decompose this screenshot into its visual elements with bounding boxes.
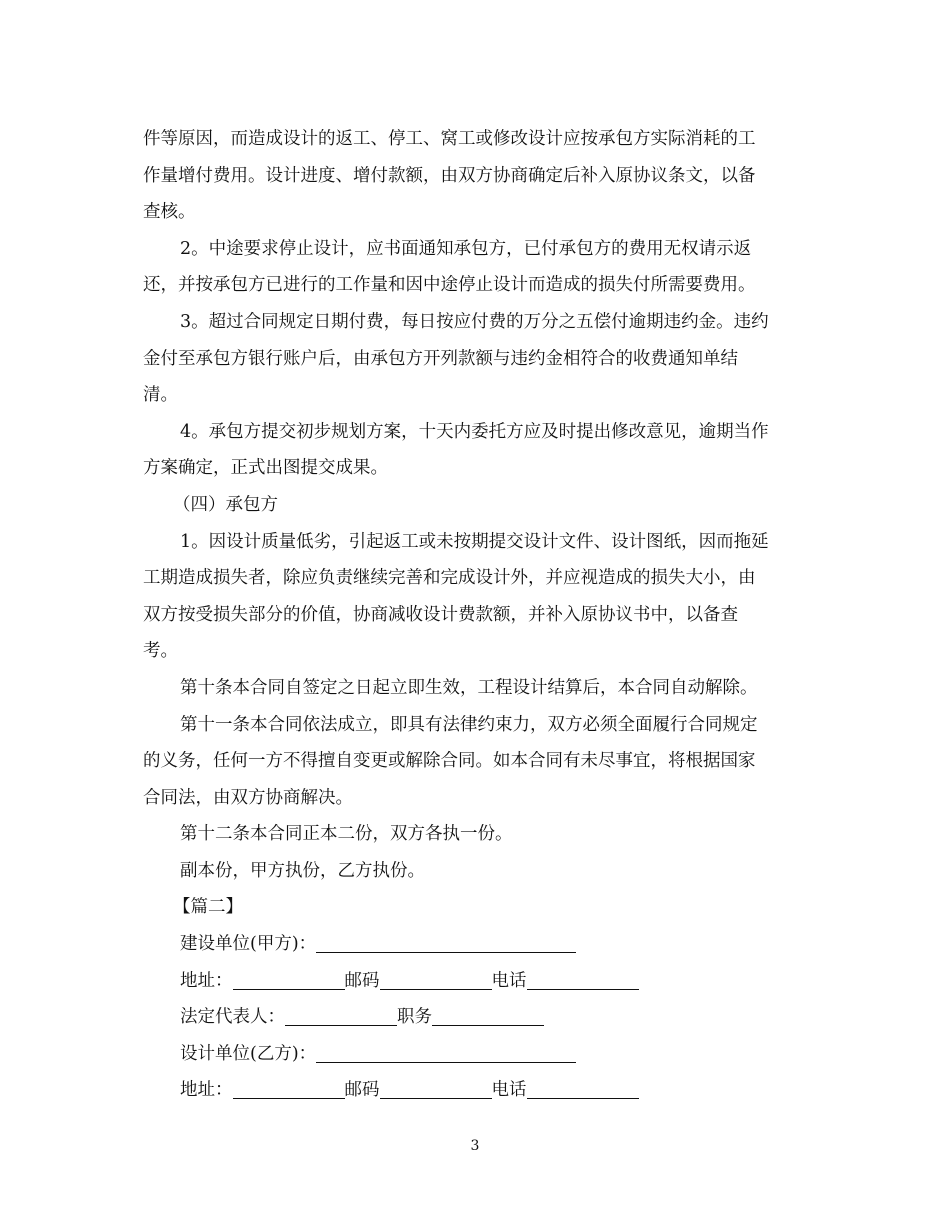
contractor-clause-1-line: 考。 [143,641,178,662]
position-blank [432,1005,544,1026]
address-label: 地址： [180,1080,233,1101]
article-11-line: 第十一条本合同依法成立，即具有法律约束力，双方必须全面履行合同规定 [180,714,758,735]
copies-line: 副本份，甲方执份，乙方执份。 [180,860,425,881]
clause-4-line: 4。承包方提交初步规划方案，十天内委托方应及时提出修改意见，逾期当作 [180,421,769,442]
postcode-blank [380,969,492,990]
party-a-address-field [143,963,810,1000]
postcode-label: 邮码 [344,970,380,991]
postcode-blank [380,1078,492,1099]
paragraph-line: 作量增付费用。设计进度、增付款额，由双方协商确定后补入原协议条文，以备 [143,165,756,186]
clause-2-line: 还，并按承包方已进行的工作量和因中途停止设计而造成的损失付所需要费用。 [143,275,756,296]
paragraph-line: 件等原因，而造成设计的返工、停工、窝工或修改设计应按承包方实际消耗的工 [143,129,756,149]
paragraph-line: 查核。 [143,202,196,223]
clause-3-line: 清。 [143,385,178,406]
phone-blank [527,1078,639,1099]
clause-2-line: 2。中途要求停止设计，应书面通知承包方，已付承包方的费用无权请示返 [180,238,752,259]
clause-4-line: 方案确定，正式出图提交成果。 [143,458,388,479]
document-body [143,121,810,1109]
page-number: 3 [470,1138,480,1154]
party-b-field [143,1036,810,1073]
party-b-blank [316,1042,576,1063]
article-10-line: 第十条本合同自签定之日起立即生效，工程设计结算后，本合同自动解除。 [180,677,758,698]
party-b-address-field [143,1072,810,1109]
address-blank [233,969,345,990]
party-b-label: 设计单位(乙方)： [180,1043,317,1064]
section-heading-contractor: （四）承包方 [173,494,278,515]
postcode-label: 邮码 [344,1080,380,1101]
party-a-field [143,926,810,963]
phone-blank [527,969,639,990]
section-heading-part-two: 【篇二】 [173,897,243,918]
contractor-clause-1-line: 双方按受损失部分的价值，协商减收设计费款额，并补入原协议书中，以备查 [143,604,738,625]
party-a-label: 建设单位(甲方)： [180,934,317,955]
legal-rep-blank [285,1005,397,1026]
address-blank [233,1078,345,1099]
position-label: 职务 [397,1007,432,1028]
legal-rep-label: 法定代表人： [180,1007,285,1028]
clause-3-line: 金付至承包方银行账户后，由承包方开列款额与违约金相符合的收费通知单结 [143,348,738,369]
contractor-clause-1-line: 工期造成损失者，除应负责继续完善和完成设计外，并应视造成的损失大小，由 [143,568,756,589]
legal-rep-field [143,999,810,1036]
phone-label: 电话 [491,970,527,991]
article-12-line: 第十二条本合同正本二份，双方各执一份。 [180,824,513,845]
phone-label: 电话 [491,1080,527,1101]
article-11-line: 的义务，任何一方不得擅自变更或解除合同。如本合同有未尽事宜，将根据国家 [143,751,756,772]
address-label: 地址： [180,970,233,991]
clause-3-line: 3。超过合同规定日期付费，每日按应付费的万分之五偿付逾期违约金。违约 [180,311,769,332]
party-a-blank [316,932,576,953]
contractor-clause-1-line: 1。因设计质量低劣，引起返工或未按期提交设计文件、设计图纸，因而拖延 [180,531,769,552]
article-11-line: 合同法，由双方协商解决。 [143,787,353,808]
